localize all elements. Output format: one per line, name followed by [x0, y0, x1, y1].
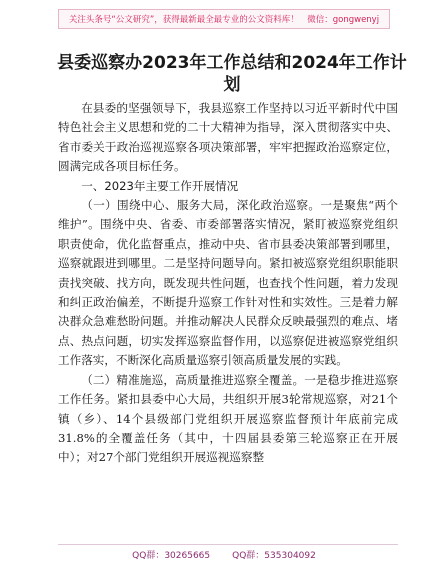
footer-qq-group-2: QQ群：535304092: [232, 551, 316, 561]
section-heading: 一、2023年主要工作开展情况: [81, 178, 239, 193]
intro-paragraph: 在县委的坚强领导下，我县巡察工作坚持以习近平新时代中国特色社会主义思想和党的二十大精神为指导，深入贯彻落实中央、省市委关于政治巡视巡察各项决策部署，牢牢把握政治巡察定位，圆满完成各项目标任务。: [58, 101, 398, 174]
footer-divider: [58, 544, 398, 545]
document-title: 县委巡察办2023年工作总结和2024年工作计划: [57, 53, 407, 95]
promo-banner-text: 关注头条号“公文研究”，获得最新最全最专业的公文资料库！ 微信：gongwenyj: [58, 9, 390, 29]
footer: [0, 548, 448, 561]
paragraph-2: （二）精准施巡，高质量推进巡察全覆盖。一是稳步推进巡察工作任务。紧扣县委中心大局，共组织开展3轮常规巡察，对21个镇（乡）、14个县级部门党组织开展巡察监督预计年底前完成31.8%的全覆盖任务（其中，十四届县委第三轮巡察正在开展中）；对27个部门党组织开展巡视巡察整: [58, 372, 398, 465]
header-banner: [0, 8, 448, 30]
document-body: [58, 99, 398, 468]
footer-qq-group-1: QQ群：30265665: [132, 551, 211, 561]
paragraph-1: （一）围绕中心、服务大局，深化政治巡察。一是聚焦“两个维护”。围绕中央、省委、市委部署落实情况，紧盯被巡察党组织职责使命，优化监督重点，推动中央、省市县委决策部署到哪里，巡察就跟进到哪里。二是坚持问题导向。紧扣被巡察党组织职能职责找突破、找方向，既发现共性问题，也查找个性问题，着力发现和纠正政治偏差，不断提升巡察工作针对性和实效性。三是着力解决群众急难愁盼问题。并推动解决人民群众反映最强烈的难点、堵点、热点问题，切实发挥巡察监督作用，以巡察促进被巡察党组织工作落实，不断深化高质量巡察引领高质量发展的实践。: [58, 198, 398, 368]
